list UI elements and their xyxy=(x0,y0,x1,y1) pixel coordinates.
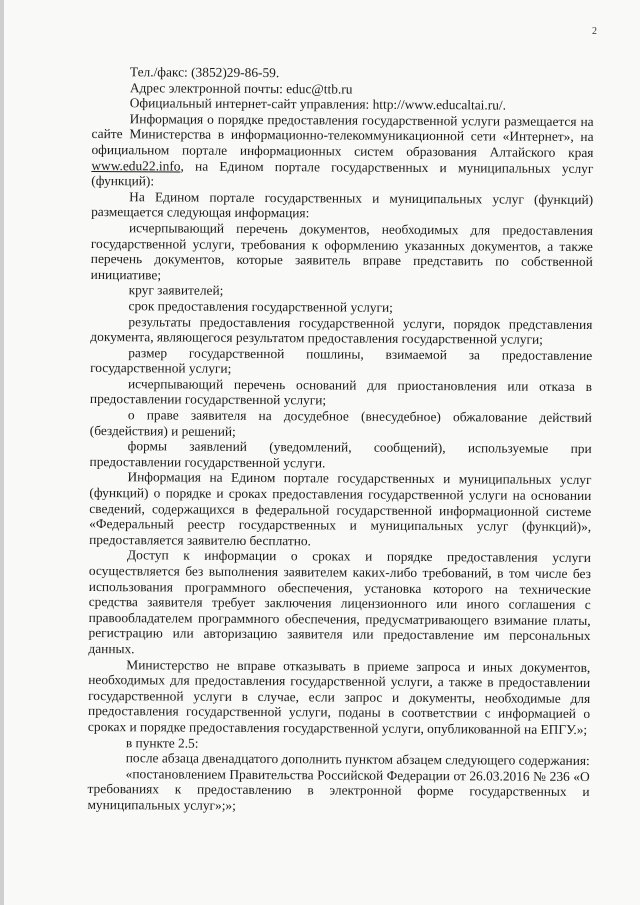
scan-edge xyxy=(0,0,4,905)
paragraph-access: Доступ к информации о сроках и порядке предоставления услуги осуществляется без выполнения заявителем каких-либо требований, в том числе без использования программного обеспечения, установка которого на технические средства заявителя требует заключения лицензионного или иного соглашения с правообладателем программного обеспечения, предусматривающего взимание платы, регистрацию или авторизацию заявителя или предоставление им персональных данных. xyxy=(88,547,592,657)
paragraph-after-paragraph: после абзаца двенадцатого дополнить пунктом абзацем следующего содержания: xyxy=(125,750,590,769)
info-placement-text-b: , на Едином портале государственных и муниципальных услуг (функций): xyxy=(91,158,594,189)
list-item: исчерпывающий перечень оснований для приостановления или отказа в предоставлении государственной услуги; xyxy=(89,376,593,408)
paragraph-info-placement xyxy=(91,111,593,192)
list-item: круг заявителей; xyxy=(128,282,224,299)
paragraph-epgu-intro: На Едином портале государственных и муниципальных услуг (функций) размещается следующая информация: xyxy=(91,188,594,221)
list-item: исчерпывающий перечень документов, необходимых для предоставления государственной услуги, требования к оформлению указанных документов, а также перечень документов, которые заявитель вправе представить по собственной инициативе; xyxy=(90,220,594,283)
edu22-link[interactable]: www.edu22.info xyxy=(91,157,181,174)
contact-email: Адрес электронной почты: educ@ttb.ru xyxy=(129,79,353,97)
contact-phone: Тел./факс: (3852)29-86-59. xyxy=(129,64,280,81)
list-item: формы заявлений (уведомлений, сообщений), используемые при предоставлении государственной услуги. xyxy=(89,438,592,471)
page-number: 2 xyxy=(592,26,597,37)
document-body xyxy=(87,64,594,816)
list-item: о праве заявителя на досудебное (внесудебное) обжалование действий (бездействия) и решений; xyxy=(89,407,592,439)
list-item: результаты предоставления государственной услуги, порядок представления документа, являющегося результатом предоставления государственной услуги; xyxy=(90,313,593,347)
paragraph-free-info: Информация на Едином портале государственных и муниципальных услуг (функций) о порядке и сроках предоставления государственной услуги на основании сведений, содержащихся в федеральной государственной информационной системе «Федеральный реестр государственных и муниципальных услуг (функций)», предоставляется заявителю бесплатно. xyxy=(89,469,592,549)
paragraph-ministry-refusal: Министерство не вправе отказывать в приеме запроса и иных документов, необходимых для предоставления государственной услуги, а также в предоставлении государственной услуги в случае, если запрос и документы, необходимые для предоставления государственной услуги, поданы в соответствии с информацией о сроках и порядке предоставления государственной услуги, опубликованной на ЕПГУ.»; xyxy=(87,656,591,737)
contact-website: Официальный интернет-сайт управления: http://www.educaltai.ru/. xyxy=(129,95,507,113)
list-item: срок предоставления государственной услуги; xyxy=(128,298,393,315)
paragraph-decree: «постановлением Правительства Российской Федерации от 26.03.2016 № 236 «О требованиях к предоставлению в электронной форме государственных и муниципальных услуг»;»; xyxy=(87,765,590,813)
paragraph-point: в пункте 2.5: xyxy=(125,734,199,751)
list-item: размер государственной пошлины, взимаемой за предоставление государственной услуги; xyxy=(90,344,593,377)
info-placement-text-a: Информация о порядке предоставления государственной услуги размещается на сайте Министерства в информационно-телекоммуникационной сети «Интернет», на официальном портале информационных систем образования Алтайского края xyxy=(91,111,594,161)
